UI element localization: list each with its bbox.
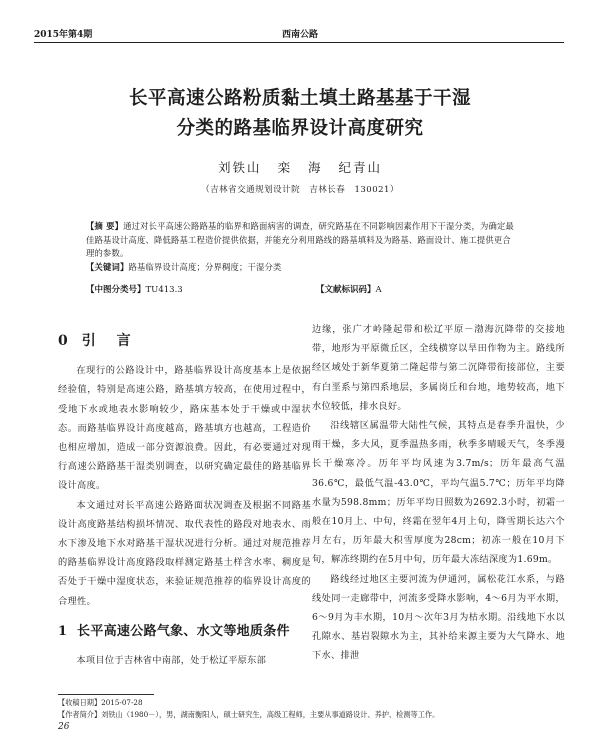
section-0-title: 引 言	[81, 333, 139, 349]
header-divider	[34, 42, 564, 43]
clc-number	[86, 283, 183, 295]
journal-name: 西南公路	[281, 30, 318, 40]
left-column	[58, 320, 311, 670]
right-paragraph-1: 边缘，张广才岭隆起带和松辽平原－渤海沉降带的交接地带，地形为平原微丘区，全线横穿以旱田作物为主。路线所经区域处于新华夏第二隆起带与第二沉降带衔接部位，主要有白垩系与第四系地层，多属岗丘和台地，地势较高，地下水位较低，排水良好。	[312, 324, 565, 412]
intro-paragraph-1: 在现行的公路设计中，路基临界设计高度基本上是依据经验值，特别是高速公路，路基填方较高，在使用过程中，受地下水或地表水影响较少，路床基本处于干燥或中湿状态。而路基临界设计高度越高，路基填方也越高，工程造价也相应增加，造成一部分资源浪费。因此，有必要通过对现行高速公路路基干湿类别调查，以研究确定最佳的路基临界设计高度。	[58, 365, 311, 492]
abstract-paragraph	[86, 220, 516, 261]
hydrology-paragraph: 路线经过地区主要河流为伊通河，属松花江水系，与路线处同一走廊带中，河流多受降水影响，4～6月为平水期，6～9月为丰水期，10月～次年3月为枯水期。沿线地下水以孔隙水、基岩裂隙水为主，其补给来源主要为大气降水、地下水、排泄	[312, 573, 565, 662]
section-0-number: 0	[58, 333, 68, 349]
right-column	[312, 320, 565, 666]
section-1-number: 1	[58, 623, 68, 639]
page-number: 26	[58, 722, 70, 732]
author-bio-note: 【作者简介】刘铁山（1980－），男，湖南衡阳人，硕士研究生，高级工程师，主要从事道路设计、养护、检测等工作。	[58, 710, 440, 719]
doc-code-label: 【文献标识码】	[316, 285, 376, 295]
section-1-paragraph-1: 本项目位于吉林省中南部，处于松辽平原东部	[76, 654, 267, 666]
keywords-text: 路基临界设计高度；分界稠度；干湿分类	[128, 261, 282, 272]
issue-label: 2015年第4期	[34, 30, 93, 40]
abstract-block	[86, 220, 516, 274]
section-1-title: 长平高速公路气象、水文等地质条件	[77, 623, 290, 639]
abstract-label: 【摘 要】	[86, 221, 124, 231]
title-line-1: 长平高速公路粉质黏土填土路基基于干湿	[128, 88, 471, 109]
doc-code-value: A	[375, 285, 382, 295]
intro-paragraph-2: 本文通过对长平高速公路路面状况调查及根据不同路基设计高度路基结构损坏情况、取代表性的路段对地表水、雨水下渗及地下水对路基干湿状况进行分析。通过对规范推荐的路基临界设计高度路段取样测定路基土样含水率、稠度是否处于干燥中湿度状态，来验证规范推荐的临界设计高度的合理性。	[58, 499, 311, 607]
received-date-note: 【收稿日期】2015-07-28	[58, 698, 143, 707]
clc-label: 【中图分类号】	[86, 285, 146, 295]
keywords-label: 【关键词】	[86, 261, 129, 272]
climate-paragraph: 沿线辖区属温带大陆性气候，其特点是春季升温快，少雨干燥，多大风，夏季温热多雨，秋季多晴暖天气，冬季漫长干燥寒冷。历年平均风速为3.7m/s；历年最高气温36.6℃，最低气温-43.0℃，平均气温5.7℃；历年平均降水量为598.8mm；历年平均日照数为2692.3小时，初霜一般在10月上、中旬，终霜在翌年4月上旬，降雪期长达六个月左右，历年最大积雪厚度为28cm；初冻一般在10月下旬，解冻终期约在5月中旬，历年最大冻结深度为1.69m。	[312, 420, 565, 566]
affiliation: （吉林省交通规划设计院 吉林长春 130021）	[201, 185, 399, 195]
keywords-line	[86, 261, 516, 275]
footnote-divider	[58, 694, 154, 695]
clc-value: TU413.3	[145, 285, 183, 295]
document-code	[316, 283, 382, 295]
authors: 刘铁山 栾 海 纪青山	[218, 160, 382, 175]
title-line-2: 分类的路基临界设计高度研究	[176, 118, 424, 139]
section-1-heading	[58, 621, 311, 643]
section-0-heading	[58, 332, 311, 351]
abstract-text: 通过对长平高速公路路基的临界和路面病害的调查，研究路基在不同影响因素作用下干湿分类，为确定最佳路基设计高度、降低路基工程造价提供依据，并能充分利用路线的路基填料及为路基、路面设计、施工提供更合理的参数。	[86, 221, 514, 258]
